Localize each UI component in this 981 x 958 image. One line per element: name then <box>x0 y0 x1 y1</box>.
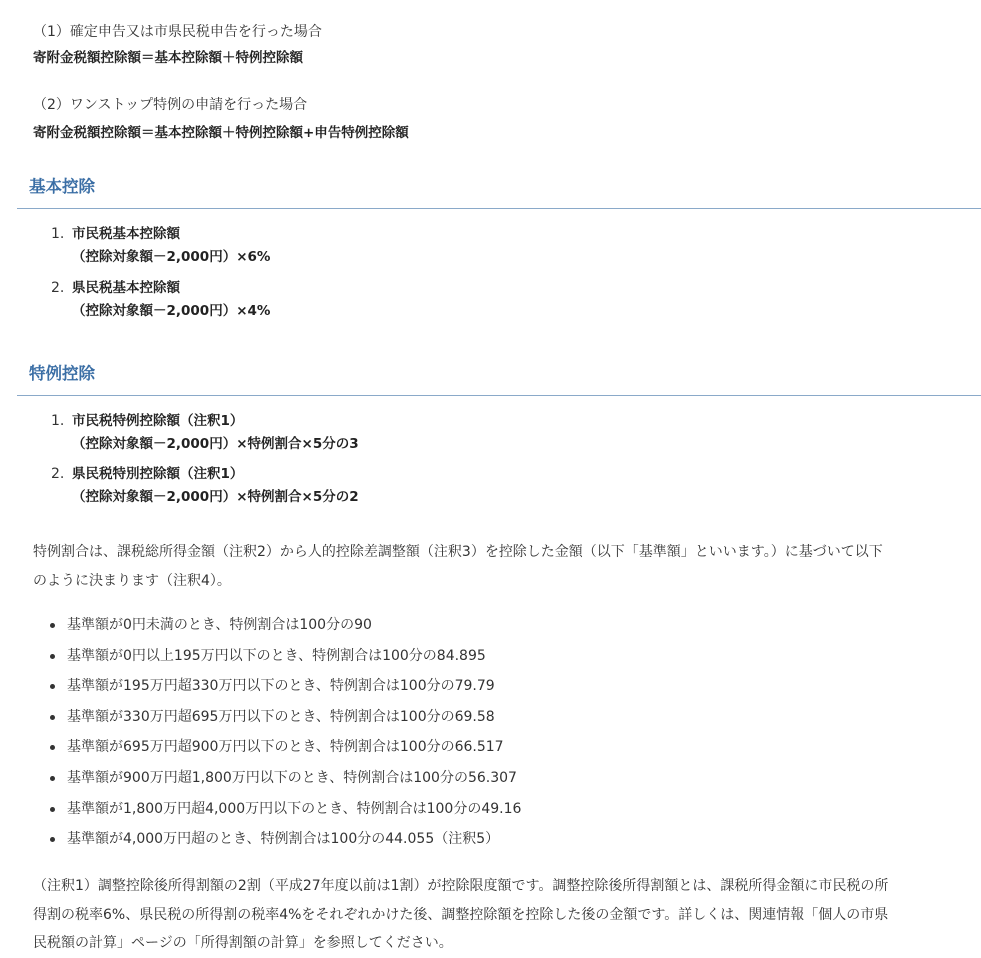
note1-line-3: 民税額の計算」ページの「所得割額の計算」を参照してください。 <box>33 935 453 951</box>
bullet-icon <box>50 654 55 659</box>
list-item: 基準額が0円未満のとき、特例割合は100分の90 <box>67 617 372 633</box>
note1-line-1: （注釈1）調整控除後所得割額の2割（平成27年度以前は1割）が控除限度額です。調整控除後所得割額とは、課税所得金額に市民税の所 <box>33 878 889 894</box>
basic-item-2-formula: （控除対象額－2,000円）×4% <box>72 303 271 319</box>
case1-formula: 寄附金税額控除額＝基本控除額＋特例控除額 <box>33 50 303 66</box>
bullet-icon <box>50 745 55 750</box>
bullet-icon <box>50 715 55 720</box>
basic-heading-rule <box>17 208 981 209</box>
special-item-2-formula: （控除対象額－2,000円）×特例割合×5分の2 <box>72 489 359 505</box>
basic-heading: 基本控除 <box>29 177 95 196</box>
basic-item-2-number: 2. <box>51 280 65 296</box>
bullet-icon <box>50 684 55 689</box>
list-item: 基準額が695万円超900万円以下のとき、特例割合は100分の66.517 <box>67 739 504 755</box>
list-item: 基準額が195万円超330万円以下のとき、特例割合は100分の79.79 <box>67 678 495 694</box>
basic-item-2-title: 県民税基本控除額 <box>72 280 180 296</box>
case2-formula: 寄附金税額控除額＝基本控除額＋特例控除額+申告特例控除額 <box>33 125 409 141</box>
list-item: 基準額が330万円超695万円以下のとき、特例割合は100分の69.58 <box>67 709 495 725</box>
list-item: 基準額が900万円超1,800万円以下のとき、特例割合は100分の56.307 <box>67 770 517 786</box>
special-item-1-number: 1. <box>51 413 65 429</box>
list-item: 基準額が1,800万円超4,000万円以下のとき、特例割合は100分の49.16 <box>67 801 522 817</box>
special-item-1-formula: （控除対象額－2,000円）×特例割合×5分の3 <box>72 436 359 452</box>
ratio-intro-line-2: のように決まります（注釈4）。 <box>33 573 231 589</box>
special-heading: 特例控除 <box>29 364 95 383</box>
bullet-icon <box>50 807 55 812</box>
special-heading-rule <box>17 395 981 396</box>
bullet-icon <box>50 837 55 842</box>
basic-item-1-formula: （控除対象額－2,000円）×6% <box>72 249 271 265</box>
special-item-2-title: 県民税特別控除額（注釈1） <box>72 466 244 482</box>
case2-title: （2）ワンストップ特例の申請を行った場合 <box>33 97 308 113</box>
special-item-1-title: 市民税特例控除額（注釈1） <box>72 413 244 429</box>
case1-title: （1）確定申告又は市県民税申告を行った場合 <box>33 24 322 40</box>
note1-line-2: 得割の税率6%、県民税の所得割の税率4%をそれぞれかけた後、調整控除額を控除した後の金額です。詳しくは、関連情報「個人の市県 <box>33 907 889 923</box>
bullet-icon <box>50 623 55 628</box>
basic-item-1-title: 市民税基本控除額 <box>72 226 180 242</box>
basic-item-1-number: 1. <box>51 226 65 242</box>
special-item-2-number: 2. <box>51 466 65 482</box>
ratio-intro-line-1: 特例割合は、課税総所得金額（注釈2）から人的控除差調整額（注釈3）を控除した金額（以下「基準額」といいます。）に基づいて以下 <box>33 544 883 560</box>
list-item: 基準額が0円以上195万円以下のとき、特例割合は100分の84.895 <box>67 648 486 664</box>
list-item: 基準額が4,000万円超のとき、特例割合は100分の44.055（注釈5） <box>67 831 500 847</box>
bullet-icon <box>50 776 55 781</box>
